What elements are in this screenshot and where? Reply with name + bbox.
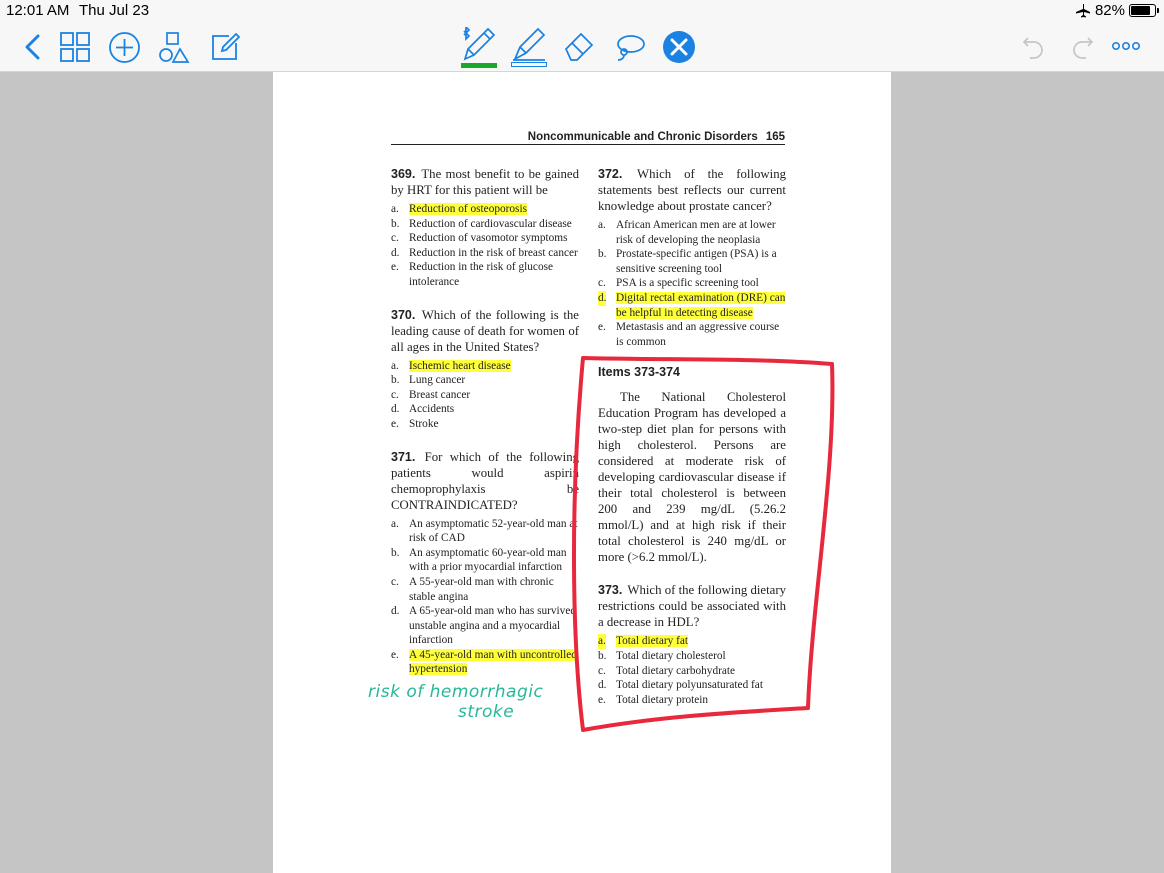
answer-option: e. Stroke xyxy=(391,417,439,430)
answer-option: e. Total dietary protein xyxy=(598,693,709,706)
highlighter-icon[interactable] xyxy=(511,27,547,61)
handwritten-line-1: risk of hemorrhagic xyxy=(368,682,544,702)
highlighted-answer: Reduction of osteoporosis xyxy=(409,203,527,215)
lasso-icon[interactable] xyxy=(613,32,647,62)
handwritten-note xyxy=(368,682,543,722)
highlighted-answer: A 45-year-old man with uncontrolled hypertension xyxy=(409,648,577,676)
document-page[interactable] xyxy=(273,72,891,873)
items-heading: Items 373-374 xyxy=(598,365,681,380)
edit-icon[interactable] xyxy=(209,31,241,63)
answer-option: b. Lung cancer xyxy=(391,374,466,387)
question-372-stem: 372. Which of the following statements best reflects our current knowledge about prostate cancer? xyxy=(598,167,787,213)
question-number: 369. xyxy=(391,167,416,181)
redo-icon[interactable] xyxy=(1070,34,1096,60)
pen-color-indicator xyxy=(461,63,497,68)
question-371-stem: 371. For which of the following patients would aspirin chemoprophylaxis be CONTRAINDICATED? xyxy=(391,449,579,512)
status-time: 12:01 AM xyxy=(6,2,70,19)
answer-option: a. Reduction of osteoporosis xyxy=(391,203,527,215)
items-paragraph: The National Cholesterol Education Program has developed a two-step diet plan for persons with high cholesterol. Persons are considered at moderate risk of developing cardiovascular disease if their total cholesterol is between 200 and 239 mg/dL (5.26.2 mmol/L) and at high risk if their total cholesterol is 240 mg/dL or more (>6.2 mmol/L). xyxy=(598,390,786,565)
highlighted-answer: Digital rectal examination (DRE) can be helpful in detecting disease xyxy=(616,291,786,319)
airplane-mode-icon xyxy=(1075,4,1091,18)
add-icon[interactable] xyxy=(108,31,141,64)
highlighted-answer: Total dietary fat xyxy=(616,635,688,648)
answer-option: c. Total dietary carbohydrate xyxy=(598,664,736,677)
question-373-stem: 373. Which of the following dietary restrictions could be associated with a decrease in HDL? xyxy=(598,583,787,630)
back-chevron-icon[interactable] xyxy=(22,33,44,61)
answer-option: c. Reduction of vasomotor symptoms xyxy=(391,232,568,245)
close-tools-icon[interactable] xyxy=(662,30,696,64)
app-toolbar xyxy=(0,0,1164,72)
thumbnail-grid-icon[interactable] xyxy=(59,31,91,63)
status-date: Thu Jul 23 xyxy=(79,2,150,19)
answer-option: c. PSA is a specific screening tool xyxy=(598,277,759,290)
shapes-icon[interactable] xyxy=(158,31,191,64)
more-icon[interactable] xyxy=(1112,41,1140,51)
answer-option: a. An asymptomatic 52-year-old man at risk of CAD xyxy=(391,517,578,545)
highlighted-answer: Ischemic heart disease xyxy=(409,359,511,372)
answer-option: d. Accidents xyxy=(391,403,455,416)
page-number: 165 xyxy=(765,131,785,143)
right-column xyxy=(598,166,786,707)
question-number: 371. xyxy=(391,449,416,464)
question-number: 372. xyxy=(598,167,623,181)
highlighter-color-indicator xyxy=(511,62,547,67)
answer-option: d. A 65-year-old man who has survived unstable angina and a myocardial infarction xyxy=(391,605,576,647)
handwritten-line-2: stroke xyxy=(458,702,515,722)
question-369-stem: 369. The most benefit to be gained by HRT for this patient will be xyxy=(391,167,580,197)
answer-option: a. Ischemic heart disease xyxy=(391,359,511,372)
answer-option: e. Metastasis and an aggressive course is common xyxy=(598,321,780,348)
question-number: 370. xyxy=(391,307,416,322)
question-370-stem: 370. Which of the following is the leading cause of death for women of all ages in the United States? xyxy=(391,307,579,354)
answer-option: b. Prostate-specific antigen (PSA) is a sensitive screening tool xyxy=(598,248,777,275)
answer-option: d. Total dietary polyunsaturated fat xyxy=(598,679,763,692)
answer-option: a. Total dietary fat xyxy=(598,635,688,648)
answer-option: b. An asymptomatic 60-year-old man with a prior myocardial infarction xyxy=(391,546,567,574)
answer-option: c. A 55-year-old man with chronic stable angina xyxy=(391,575,554,603)
answer-option: b. Total dietary cholesterol xyxy=(598,649,726,662)
status-right xyxy=(1075,2,1156,19)
battery-icon xyxy=(1129,4,1156,17)
answer-option: a. African American men are at lower risk of developing the neoplasia xyxy=(598,219,776,246)
undo-icon[interactable] xyxy=(1020,34,1046,60)
answer-option: d. Reduction in the risk of breast cancer xyxy=(391,246,578,259)
answer-option: e. Reduction in the risk of glucose intolerance xyxy=(391,261,554,288)
answer-option: e. A 45-year-old man with uncontrolled hypertension xyxy=(391,648,577,676)
running-head xyxy=(391,131,785,145)
answer-option: b. Reduction of cardiovascular disease xyxy=(391,217,572,230)
left-column xyxy=(391,166,579,677)
battery-percent: 82% xyxy=(1094,2,1125,19)
eraser-icon[interactable] xyxy=(563,31,595,61)
answer-option: c. Breast cancer xyxy=(391,388,471,401)
bluetooth-pen-icon[interactable] xyxy=(461,27,497,61)
running-head-title: Noncommunicable and Chronic Disorders xyxy=(527,131,758,143)
answer-option: d. Digital rectal examination (DRE) can be helpful in detecting disease xyxy=(598,291,786,319)
question-number: 373. xyxy=(598,583,623,598)
